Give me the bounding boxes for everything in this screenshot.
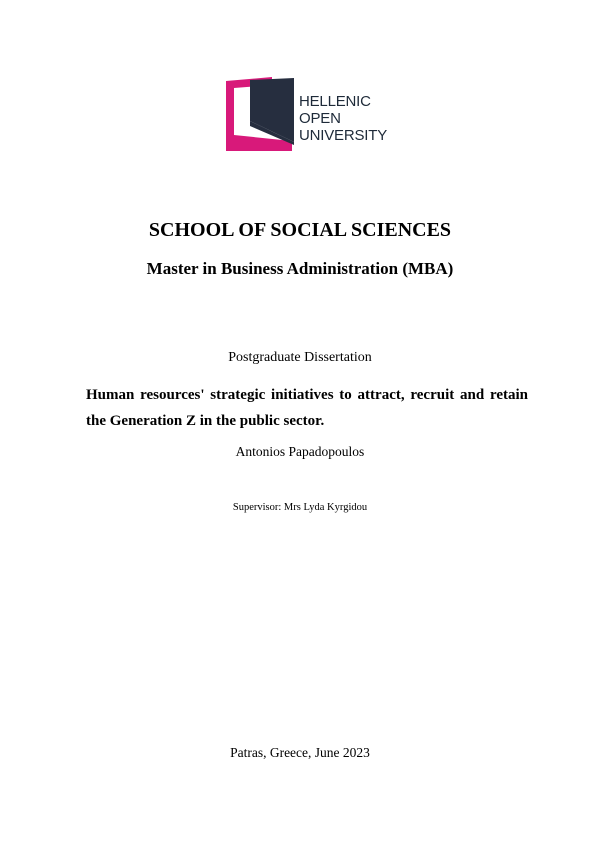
- logo-line-open: OPEN: [299, 110, 341, 127]
- supervisor-line: Supervisor: Mrs Lyda Kyrgidou: [232, 502, 368, 513]
- author-name: Antonios Papadopoulos: [235, 444, 365, 459]
- program-heading: Master in Business Administration (MBA): [146, 259, 454, 278]
- school-heading: SCHOOL OF SOCIAL SCIENCES: [148, 219, 452, 241]
- document-type: Postgraduate Dissertation: [228, 350, 372, 365]
- logo-wordmark: [299, 93, 387, 144]
- place-and-date: Patras, Greece, June 2023: [230, 745, 370, 760]
- dissertation-title: Human resources' strategic initiatives to attract, recruit and retain the Generation Z in the public sector.: [86, 387, 528, 429]
- logo-line-hellenic: HELLENIC: [299, 93, 371, 110]
- logo-line-university: UNIVERSITY: [299, 127, 388, 144]
- university-logo: [226, 77, 396, 153]
- hou-emblem-icon: [226, 77, 298, 153]
